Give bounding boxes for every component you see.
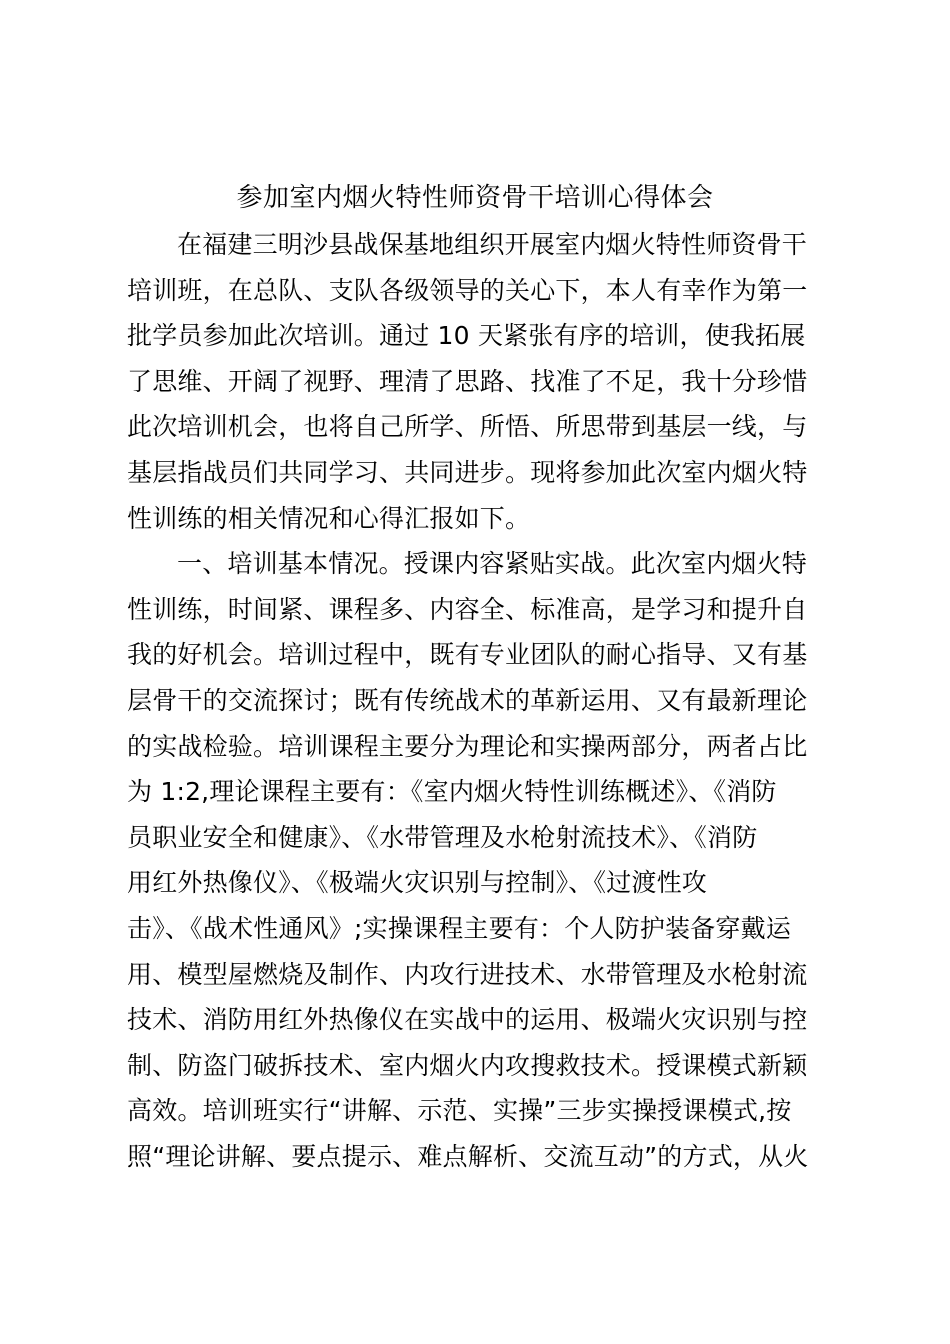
text-line: 此次培训机会，也将自己所学、所悟、所思带到基层一线，与	[127, 412, 808, 442]
text-line: 培训班，在总队、支队各级领导的关心下，本人有幸作为第一	[127, 275, 808, 305]
text-line: 一、培训基本情况。授课内容紧贴实战。此次室内烟火特	[177, 549, 808, 579]
text-line: 用、模型屋燃烧及制作、内攻行进技术、水带管理及水枪射流	[127, 959, 808, 989]
text-line: 照“理论讲解、要点提示、难点解析、交流互动”的方式，从火	[127, 1141, 809, 1171]
paragraph	[127, 222, 827, 541]
text-line: 批学员参加此次培训。通过 10 天紧张有序的培训，使我拓展	[127, 321, 806, 351]
document-title: 参加室内烟火特性师资骨干培训心得体会	[236, 183, 714, 213]
text-line: 技术、消防用红外热像仪在实战中的运用、极端火灾识别与控	[127, 1005, 808, 1035]
text-line: 性训练的相关情况和心得汇报如下。	[127, 503, 531, 533]
text-line: 制、防盗门破拆技术、室内烟火内攻搜救技术。授课模式新颖	[127, 1050, 808, 1080]
text-line: 高效。培训班实行“讲解、示范、实操”三步实操授课模式,按	[127, 1096, 792, 1126]
document-body	[127, 222, 827, 1179]
text-line: 基层指战员们共同学习、共同进步。现将参加此次室内烟火特	[127, 457, 808, 487]
text-line: 我的好机会。培训过程中，既有专业团队的耐心指导、又有基	[127, 640, 808, 670]
text-line: 层骨干的交流探讨；既有传统战术的革新运用、又有最新理论	[127, 685, 808, 715]
text-line: 为 1:2,理论课程主要有：《室内烟火特性训练概述》、《消防	[127, 777, 777, 807]
text-line: 击》、《战术性通风》;实操课程主要有：个人防护装备穿戴运	[127, 913, 792, 943]
text-line: 性训练，时间紧、课程多、内容全、标准高，是学习和提升自	[127, 594, 808, 624]
paragraph	[127, 541, 827, 1179]
text-line: 员职业安全和健康》、《水带管理及水枪射流技术》、《消防	[127, 822, 758, 852]
text-line: 在福建三明沙县战保基地组织开展室内烟火特性师资骨干	[177, 230, 808, 259]
text-line: 用红外热像仪》、《极端火灾识别与控制》、《过渡性攻	[127, 868, 708, 898]
text-line: 的实战检验。培训课程主要分为理论和实操两部分，两者占比	[127, 731, 808, 761]
text-line: 了思维、开阔了视野、理清了思路、找准了不足，我十分珍惜	[127, 366, 808, 396]
